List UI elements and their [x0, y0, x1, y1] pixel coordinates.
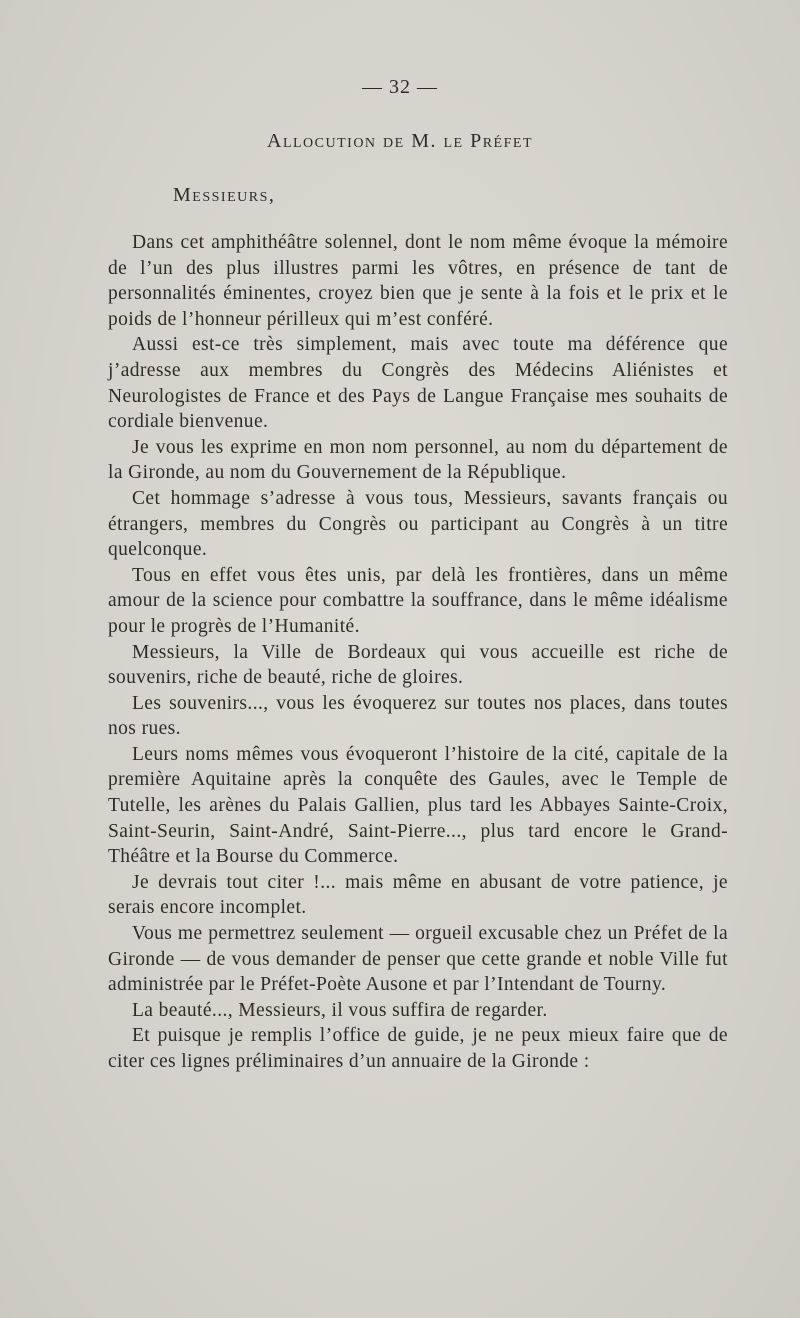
paragraph: Les souvenirs..., vous les évoquerez sur toutes nos places, dans toutes nos rues. — [108, 692, 728, 740]
salutation: Messieurs, — [173, 184, 276, 206]
section-heading: Allocution de M. le Préfet — [267, 130, 533, 152]
paragraph: Je devrais tout citer !... mais même en abusant de votre patience, je serais encore incomplet. — [108, 871, 728, 919]
paragraph: Aussi est-ce très simplement, mais avec toute ma déférence que j’adresse aux membres du Congrès des Médecins Aliénistes et Neurologistes de France et des Pays de Langue Française mes souhaits de cordiale bienvenue. — [108, 334, 728, 433]
paragraph: Tous en effet vous êtes unis, par delà les frontières, dans un même amour de la science pour combattre la souffrance, dans le même idéalisme pour le progrès de l’Humanité. — [108, 564, 728, 637]
paragraph: Je vous les exprime en mon nom personnel, au nom du département de la Gironde, au nom du Gouvernement de la République. — [108, 436, 728, 484]
paragraph: Vous me permettrez seulement — orgueil excusable chez un Préfet de la Gironde — de vous demander de penser que cette grande et noble Ville fut administrée par le Préfet-Poète Ausone et par l’Intendant de Tourny. — [108, 923, 728, 996]
paragraph: Messieurs, la Ville de Bordeaux qui vous accueille est riche de souvenirs, riche de beauté, riche de gloires. — [108, 641, 728, 689]
speech-body — [108, 230, 728, 1075]
page-number: — 32 — — [362, 76, 438, 98]
paragraph: La beauté..., Messieurs, il vous suffira de regarder. — [132, 999, 548, 1021]
paragraph: Leurs noms mêmes vous évoqueront l’histoire de la cité, capitale de la première Aquitaine après la conquête des Gaules, avec le Temple de Tutelle, les arènes du Palais Gallien, plus tard les Abbayes Sainte-Croix, Saint-Seurin, Saint-André, Saint-Pierre..., plus tard encore le Grand-Théâtre et la Bourse du Commerce. — [108, 743, 728, 868]
paragraph: Et puisque je remplis l’office de guide, je ne peux mieux faire que de citer ces lignes préliminaires d’un annuaire de la Gironde : — [108, 1025, 728, 1072]
paragraph: Cet hommage s’adresse à vous tous, Messieurs, savants français ou étrangers, membres du Congrès ou participant au Congrès à un titre quelconque. — [108, 487, 728, 561]
paragraph: Dans cet amphithéâtre solennel, dont le nom même évoque la mémoire de l’un des plus illustres parmi les vôtres, en présence de tant de personnalités éminentes, croyez bien que je sente à la fois et le prix et le poids de l’honneur périlleux qui m’est conféré. — [108, 232, 728, 330]
